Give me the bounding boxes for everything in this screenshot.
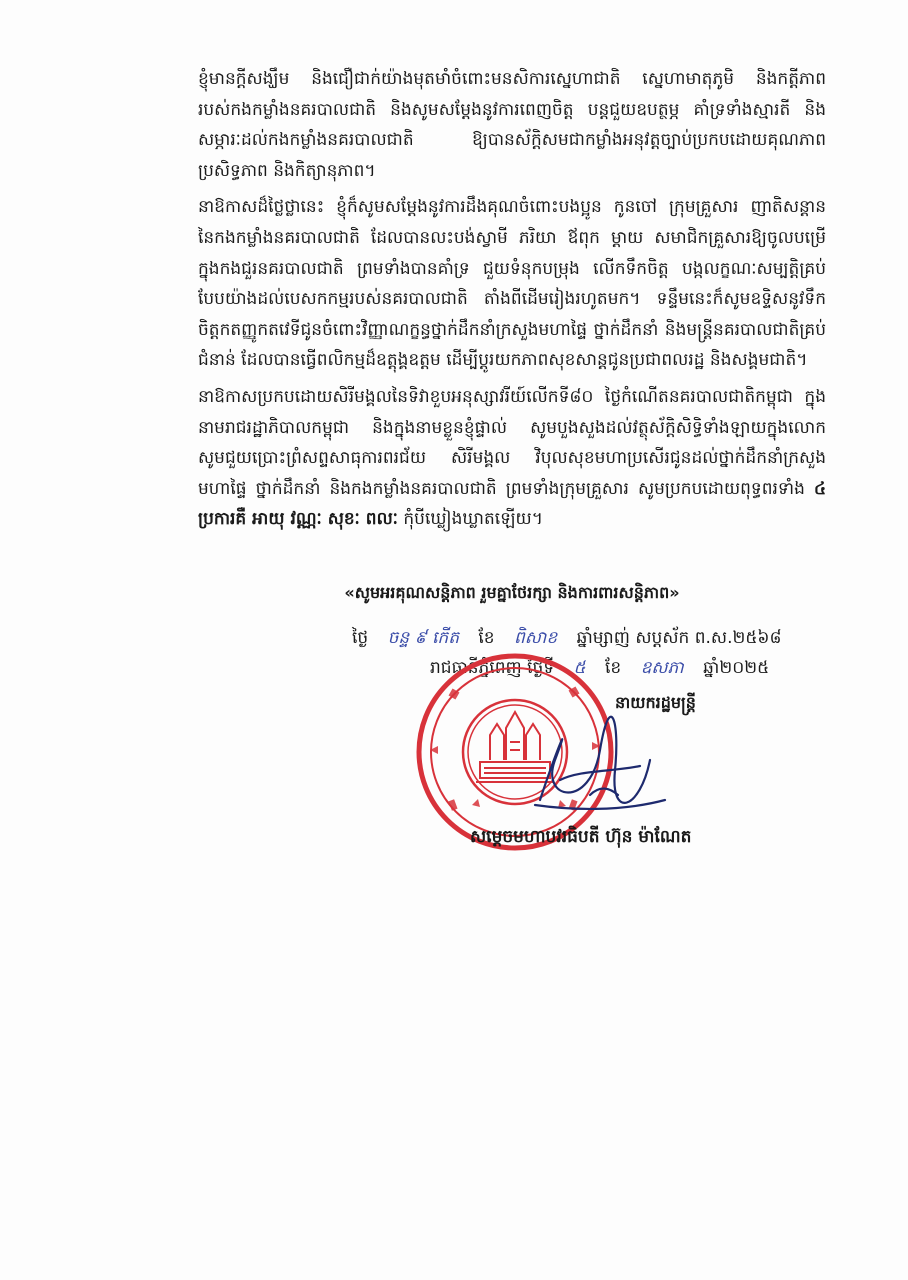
place-day-handwritten: ៥ [573, 658, 586, 678]
letter-body [198, 64, 826, 541]
date-month-label: ខែ [478, 628, 495, 648]
blessing-tail: កុំបីឃ្លៀងឃ្លាតឡើយ។ [403, 509, 543, 530]
date-prefix: ថ្ងៃ [352, 628, 369, 648]
lunar-date-line [352, 624, 832, 652]
motto: «សូមអរគុណសន្តិភាព រួមគ្នាថែរក្សា និងការពារសន្តិភាព» [344, 583, 680, 602]
date-year-text: ឆ្នាំម្សាញ់ សប្តស័ក ព.ស.២៥៦៨ [576, 628, 782, 648]
place-prefix: រាជធានីភ្នំពេញ ថ្ងៃទី [430, 658, 555, 678]
signer-role: នាយករដ្ឋមន្ត្រី [615, 693, 696, 712]
signer-name: សម្តេចមហាបវរធិបតី ហ៊ុន ម៉ាណែត [470, 827, 692, 847]
place-year: ឆ្នាំ២០២៥ [703, 658, 770, 678]
paragraph-3-text: នាឱកាសប្រកបដោយសិរីមង្គលនៃទិវាខួបអនុស្សាវរីយ៍លើកទី៨០ ថ្ងៃកំណើតនគរបាលជាតិកម្ពុជា ក្នុងនាមរាជរដ្ឋាភិបាលកម្ពុជា និងក្នុងនាមខ្លួនខ្ញុំផ្ទាល់ សូមបួងសួងដល់វត្ថុស័ក្តិសិទ្ធិទាំងឡាយក្នុងលោក សូមជួយប្រោះព្រំសព្ទសាធុការពរជ័យ សិរីមង្គល វិបុលសុខមហាប្រសើរជូនដល់ថ្នាក់ដឹកនាំក្រសួងមហាផ្ទៃ ថ្នាក់ដឹកនាំ និងកងកម្លាំងនគរបាលជាតិ ព្រមទាំងក្រុមគ្រួសារ សូមប្រកបដោយពុទ្ធពរទាំង [198, 386, 826, 499]
place-month-handwritten: ឧសភា [640, 658, 684, 678]
date-month-handwritten: ពិសាខ [514, 628, 558, 648]
paragraph-1: ខ្ញុំមានក្តីសង្ឃឹម និងជឿជាក់យ៉ាងមុតមាំចំពោះមនសិការស្នេហាជាតិ ស្នេហាមាតុភូមិ និងកត្តីភាពរបស់កងកម្លាំងនគរបាលជាតិ និងសូមសម្តែងនូវការពេញចិត្ត បន្តជួយឧបត្ថម្ភ គាំទ្រទាំងស្មារតី និងសម្ភារៈដល់កងកម្លាំងនគរបាលជាតិ ឱ្យបានស័ក្តិសមជាកម្លាំងអនុវត្តច្បាប់ប្រកបដោយគុណភាព ប្រសិទ្ធភាព និងកិត្យានុភាព។ [198, 69, 826, 181]
handwritten-signature-icon [500, 700, 680, 830]
place-month-label: ខែ [604, 658, 622, 678]
paragraph-2: នាឱកាសដ៏ថ្លៃថ្លានេះ ខ្ញុំក៏សូមសម្តែងនូវការដឹងគុណចំពោះបងប្អូន កូនចៅ ក្រុមគ្រួសារ ញាតិសន្តាននៃកងកម្លាំងនគរបាលជាតិ ដែលបានលះបង់ស្វាមី ភរិយា ឪពុក ម្តាយ សមាជិកគ្រួសារឱ្យចូលបម្រើក្នុងកងជួរនគរបាលជាតិ ព្រមទាំងបានគាំទ្រ ជួយទំនុកបម្រុង លើកទឹកចិត្ត បង្កលក្ខណៈសម្បត្តិគ្រប់បែបយ៉ាងដល់បេសកកម្មរបស់នគរបាលជាតិ តាំងពីដើមរៀងរហូតមក។ ទន្ទឹមនេះក៏សូមឧទ្ទិសនូវទឹកចិត្តកតញ្ញូកតវេទីជូនចំពោះវិញ្ញាណក្ខន្ធថ្នាក់ដឹកនាំក្រសួងមហាផ្ទៃ ថ្នាក់ដឹកនាំ និងមន្ត្រីនគរបាលជាតិគ្រប់ជំនាន់ ដែលបានធ្វើពលិកម្មដ៏ឧត្តុង្គឧត្តម ដើម្បីប្តូរយកភាពសុខសាន្តជូនប្រជាពលរដ្ឋ និងសង្គមជាតិ។ [198, 197, 826, 371]
blessing-bold: ៤ ប្រការគឺ អាយុ វណ្ណៈ សុខៈ ពលៈ [198, 478, 826, 530]
date-day-handwritten: ចន្ទ ៩ កើត [387, 628, 459, 648]
paragraph-3 [198, 382, 826, 535]
